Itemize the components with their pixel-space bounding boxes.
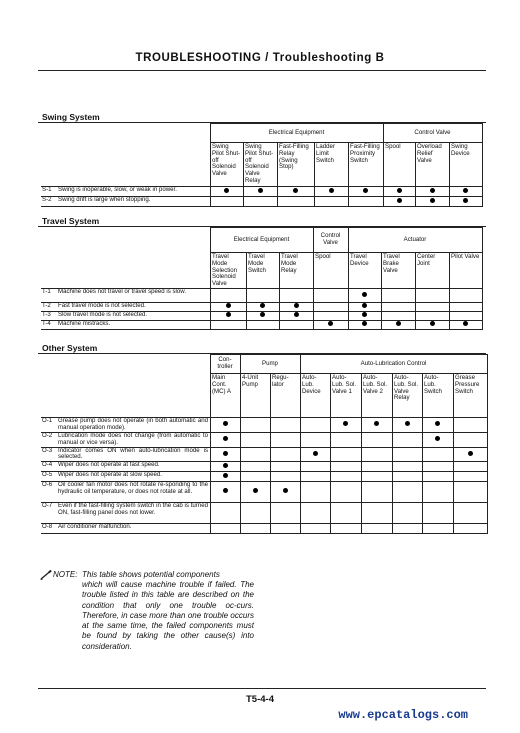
mark-cell xyxy=(383,197,415,207)
column-header: Regu- lator xyxy=(270,374,300,418)
table-row xyxy=(41,418,487,433)
column-header: Swing Pilot Shut-off Solenoid Valve Relay xyxy=(243,143,277,187)
cause-bullet-icon xyxy=(468,451,473,456)
symptom-description: Machine does not travel or travel speed is slow. xyxy=(57,289,210,303)
mark-cell xyxy=(330,524,361,534)
mark-cell xyxy=(330,433,361,448)
pencil-note-icon xyxy=(40,570,52,580)
mark-cell xyxy=(210,472,240,482)
cause-bullet-icon xyxy=(224,188,229,193)
mark-cell xyxy=(210,433,240,448)
cause-bullet-icon xyxy=(328,321,333,326)
symptom-description: Lubrication mode does not change (from automatic to manual or vice versa). xyxy=(58,432,208,446)
cause-bullet-icon xyxy=(430,198,435,203)
group-electrical-equipment: Electrical Equipment xyxy=(210,228,313,253)
cause-bullet-icon xyxy=(283,488,288,493)
mark-cell xyxy=(415,321,449,330)
cause-bullet-icon xyxy=(362,321,367,326)
mark-cell xyxy=(392,462,422,472)
table-row xyxy=(41,289,482,303)
column-header: Overload Relief Valve xyxy=(415,143,449,187)
mark-cell xyxy=(300,472,330,482)
mark-cell xyxy=(422,447,453,462)
cause-bullet-icon xyxy=(223,473,228,478)
footer-divider xyxy=(38,688,486,689)
symptom-code: T-1 xyxy=(41,289,57,303)
mark-cell xyxy=(210,197,243,207)
mark-cell xyxy=(279,289,313,303)
cause-bullet-icon xyxy=(223,463,228,468)
page-number: T5-4-4 xyxy=(246,694,274,705)
cause-bullet-icon xyxy=(435,436,440,441)
table-row xyxy=(41,433,487,448)
column-header: Auto- Lub. Sol. Valve Relay xyxy=(392,374,422,418)
mark-cell xyxy=(453,462,487,472)
symptom-description: Grease pump does not operate (in both automatic and manual operation mode). xyxy=(58,417,208,431)
column-header: Travel Mode Relay xyxy=(279,253,313,289)
symptom-description: Wiper does not operate at slow speed. xyxy=(57,472,210,482)
mark-cell xyxy=(300,462,330,472)
mark-cell xyxy=(270,524,300,534)
mark-cell xyxy=(210,524,240,534)
mark-cell xyxy=(392,524,422,534)
mark-cell xyxy=(348,312,381,321)
symptom-description: Indicator comes ON when auto-lubrication mode is selected. xyxy=(58,447,208,461)
column-header: Travel Brake Valve xyxy=(381,253,415,289)
group-actuator: Actuator xyxy=(348,228,482,253)
column-header: Travel Mode Switch xyxy=(246,253,279,289)
cause-bullet-icon xyxy=(430,321,435,326)
page-title: TROUBLESHOOTING / Troubleshooting B xyxy=(135,52,385,64)
group-auto-lubrication-control: Auto-Lubrication Control xyxy=(300,355,487,374)
cause-bullet-icon xyxy=(362,303,367,308)
mark-cell xyxy=(313,289,348,303)
column-header: Center Joint xyxy=(415,253,449,289)
symptom-code: S-1 xyxy=(41,187,57,197)
mark-cell xyxy=(240,472,270,482)
symptom-code: T-4 xyxy=(41,321,57,330)
mark-cell xyxy=(270,503,300,524)
note-block xyxy=(40,570,254,652)
column-header: Fast-Filling Proximity Switch xyxy=(348,143,383,187)
cause-bullet-icon xyxy=(223,488,228,493)
cause-bullet-icon xyxy=(374,421,379,426)
mark-cell xyxy=(361,418,392,433)
cause-bullet-icon xyxy=(430,188,435,193)
cause-bullet-icon xyxy=(294,303,299,308)
symptom-code: O-6 xyxy=(41,482,57,503)
mark-cell xyxy=(240,433,270,448)
mark-cell xyxy=(210,321,246,330)
mark-cell xyxy=(313,321,348,330)
mark-cell xyxy=(246,312,279,321)
table-row xyxy=(41,312,482,321)
column-header: Travel Mode Selection Solenoid Valve xyxy=(210,253,246,289)
mark-cell xyxy=(300,433,330,448)
mark-cell xyxy=(210,503,240,524)
table-row xyxy=(41,482,487,503)
mark-cell xyxy=(240,462,270,472)
symptom-description: Wiper does not operate at fast speed. xyxy=(57,462,210,472)
cause-bullet-icon xyxy=(362,292,367,297)
mark-cell xyxy=(246,289,279,303)
group-pump: Pump xyxy=(240,355,300,374)
mark-cell xyxy=(361,482,392,503)
mark-cell xyxy=(277,197,314,207)
symptom-code: S-2 xyxy=(41,197,57,207)
table-row xyxy=(41,503,487,524)
column-header: Grease Pressure Switch xyxy=(453,374,487,418)
mark-cell xyxy=(422,418,453,433)
mark-cell xyxy=(314,197,348,207)
mark-cell xyxy=(422,524,453,534)
table-row xyxy=(41,197,482,207)
cause-bullet-icon xyxy=(397,188,402,193)
mark-cell xyxy=(361,472,392,482)
mark-cell xyxy=(392,482,422,503)
cause-bullet-icon xyxy=(260,312,265,317)
column-header: Pilot Valve xyxy=(449,253,482,289)
cause-bullet-icon xyxy=(294,312,299,317)
mark-cell xyxy=(453,482,487,503)
mark-cell xyxy=(361,503,392,524)
mark-cell xyxy=(279,312,313,321)
mark-cell xyxy=(361,462,392,472)
table-row xyxy=(41,303,482,312)
mark-cell xyxy=(270,418,300,433)
column-header: 4-Unit Pump xyxy=(240,374,270,418)
mark-cell xyxy=(453,524,487,534)
mark-cell xyxy=(392,447,422,462)
cause-bullet-icon xyxy=(463,188,468,193)
symptom-description: Even if the fast-filling system switch in the cab is turned ON, fast-filling panel does not lower. xyxy=(57,503,210,524)
mark-cell xyxy=(313,312,348,321)
mark-cell xyxy=(348,303,381,312)
mark-cell xyxy=(348,289,381,303)
symptom-code: O-2 xyxy=(41,433,57,448)
symptom-description: Swing is inoperable, slow, or weak in power. xyxy=(57,187,210,197)
mark-cell xyxy=(381,312,415,321)
mark-cell xyxy=(210,303,246,312)
cause-bullet-icon xyxy=(253,488,258,493)
mark-cell xyxy=(361,433,392,448)
mark-cell xyxy=(246,303,279,312)
symptom-description: Air conditioner malfunction. xyxy=(57,524,210,534)
mark-cell xyxy=(415,303,449,312)
mark-cell xyxy=(330,447,361,462)
cause-bullet-icon xyxy=(463,321,468,326)
mark-cell xyxy=(210,462,240,472)
mark-cell xyxy=(240,482,270,503)
mark-cell xyxy=(270,472,300,482)
mark-cell xyxy=(449,321,482,330)
cause-bullet-icon xyxy=(260,303,265,308)
table-row xyxy=(41,321,482,330)
mark-cell xyxy=(243,197,277,207)
cause-bullet-icon xyxy=(363,188,368,193)
note-label: NOTE: xyxy=(53,570,78,579)
mark-cell xyxy=(279,321,313,330)
mark-cell xyxy=(415,197,449,207)
other-troubleshooting-table xyxy=(41,354,488,534)
travel-troubleshooting-table xyxy=(41,227,483,330)
cause-bullet-icon xyxy=(223,436,228,441)
cause-bullet-icon xyxy=(293,188,298,193)
mark-cell xyxy=(361,447,392,462)
group-control-valve: Control Valve xyxy=(313,228,348,253)
mark-cell xyxy=(449,289,482,303)
mark-cell xyxy=(246,321,279,330)
mark-cell xyxy=(240,503,270,524)
mark-cell xyxy=(415,187,449,197)
table-row xyxy=(41,447,487,462)
column-header: Spool xyxy=(383,143,415,187)
cause-bullet-icon xyxy=(329,188,334,193)
mark-cell xyxy=(330,472,361,482)
column-header: Swing Device xyxy=(449,143,482,187)
mark-cell xyxy=(270,433,300,448)
mark-cell xyxy=(240,524,270,534)
mark-cell xyxy=(449,187,482,197)
mark-cell xyxy=(300,524,330,534)
cause-bullet-icon xyxy=(343,421,348,426)
mark-cell xyxy=(422,462,453,472)
mark-cell xyxy=(361,524,392,534)
table-row xyxy=(41,462,487,472)
group-electrical-equipment: Electrical Equipment xyxy=(210,124,383,143)
mark-cell xyxy=(210,482,240,503)
symptom-code: O-5 xyxy=(41,472,57,482)
cause-bullet-icon xyxy=(226,312,231,317)
mark-cell xyxy=(392,472,422,482)
column-header: Spool xyxy=(313,253,348,289)
mark-cell xyxy=(270,447,300,462)
mark-cell xyxy=(330,482,361,503)
mark-cell xyxy=(240,418,270,433)
mark-cell xyxy=(210,289,246,303)
mark-cell xyxy=(300,447,330,462)
note-first-line: This table shows potential components xyxy=(82,570,220,579)
watermark: www.epcatalogs.com xyxy=(338,708,468,722)
swing-troubleshooting-table xyxy=(41,123,483,207)
cause-bullet-icon xyxy=(362,312,367,317)
mark-cell xyxy=(300,503,330,524)
cause-bullet-icon xyxy=(313,451,318,456)
mark-cell xyxy=(270,462,300,472)
mark-cell xyxy=(330,418,361,433)
column-header: Auto- Lub. Sol. Valve 2 xyxy=(361,374,392,418)
mark-cell xyxy=(392,418,422,433)
mark-cell xyxy=(422,482,453,503)
mark-cell xyxy=(453,418,487,433)
mark-cell xyxy=(392,503,422,524)
mark-cell xyxy=(240,447,270,462)
symptom-code: O-1 xyxy=(41,418,57,433)
cause-bullet-icon xyxy=(397,198,402,203)
note-text: which will cause machine trouble if failed. The trouble listed in this table are described on the condition that only one trouble oc-curs. Therefore, in case more than one trouble occurs at the same time, the failed components must be found by taking the other cause(s) into consideration. xyxy=(82,580,254,651)
mark-cell xyxy=(348,321,381,330)
table-row xyxy=(41,187,482,197)
symptom-code: O-8 xyxy=(41,524,57,534)
mark-cell xyxy=(210,312,246,321)
mark-cell xyxy=(449,197,482,207)
travel-section-title: Travel System xyxy=(42,216,100,226)
mark-cell xyxy=(314,187,348,197)
mark-cell xyxy=(449,312,482,321)
column-header: Swing Pilot Shut-off Solenoid Valve xyxy=(210,143,243,187)
mark-cell xyxy=(422,433,453,448)
mark-cell xyxy=(415,289,449,303)
mark-cell xyxy=(210,418,240,433)
mark-cell xyxy=(279,303,313,312)
mark-cell xyxy=(383,187,415,197)
column-header: Auto- Lub. Switch xyxy=(422,374,453,418)
mark-cell xyxy=(270,482,300,503)
column-header: Fast-Filling Relay (Swing Stop) xyxy=(277,143,314,187)
group-control-valve: Control Valve xyxy=(383,124,482,143)
mark-cell xyxy=(381,321,415,330)
mark-cell xyxy=(381,289,415,303)
mark-cell xyxy=(210,187,243,197)
column-header: Travel Device xyxy=(348,253,381,289)
mark-cell xyxy=(392,433,422,448)
mark-cell xyxy=(453,503,487,524)
cause-bullet-icon xyxy=(435,421,440,426)
mark-cell xyxy=(300,482,330,503)
other-section-title: Other System xyxy=(42,343,98,353)
group-controller: Con- troller xyxy=(210,355,240,374)
cause-bullet-icon xyxy=(226,303,231,308)
mark-cell xyxy=(313,303,348,312)
symptom-code: T-3 xyxy=(41,312,57,321)
mark-cell xyxy=(381,303,415,312)
mark-cell xyxy=(422,472,453,482)
mark-cell xyxy=(422,503,453,524)
swing-section-title: Swing System xyxy=(42,112,100,122)
symptom-description: Oil cooler fan motor does not rotate re-sponding to the hydraulic oil temperature, or does not rotate at all. xyxy=(57,482,210,503)
mark-cell xyxy=(415,312,449,321)
mark-cell xyxy=(277,187,314,197)
mark-cell xyxy=(453,433,487,448)
cause-bullet-icon xyxy=(223,451,228,456)
column-header: Ladder Limit Switch xyxy=(314,143,348,187)
mark-cell xyxy=(330,462,361,472)
symptom-code: T-2 xyxy=(41,303,57,312)
mark-cell xyxy=(243,187,277,197)
cause-bullet-icon xyxy=(258,188,263,193)
column-header: Auto- Lub. Sol. Valve 1 xyxy=(330,374,361,418)
table-row xyxy=(41,524,487,534)
mark-cell xyxy=(330,503,361,524)
mark-cell xyxy=(210,447,240,462)
symptom-code: O-3 xyxy=(41,447,57,462)
mark-cell xyxy=(348,187,383,197)
symptom-code: O-4 xyxy=(41,462,57,472)
mark-cell xyxy=(453,472,487,482)
title-divider xyxy=(38,70,486,71)
table-row xyxy=(41,472,487,482)
cause-bullet-icon xyxy=(463,198,468,203)
cause-bullet-icon xyxy=(223,421,228,426)
symptom-code: O-7 xyxy=(41,503,57,524)
mark-cell xyxy=(449,303,482,312)
symptom-description: Swing drift is large when stopping. xyxy=(57,197,210,207)
mark-cell xyxy=(453,447,487,462)
mark-cell xyxy=(300,418,330,433)
symptom-description: Slow travel mode is not selected. xyxy=(57,312,210,321)
column-header: Main Cont. (MC) A xyxy=(210,374,240,418)
mark-cell xyxy=(348,197,383,207)
symptom-description: Fast travel mode is not selected. xyxy=(57,303,210,312)
cause-bullet-icon xyxy=(405,421,410,426)
cause-bullet-icon xyxy=(396,321,401,326)
column-header: Auto- Lub. Device xyxy=(300,374,330,418)
symptom-description: Machine mistracks. xyxy=(57,321,210,330)
